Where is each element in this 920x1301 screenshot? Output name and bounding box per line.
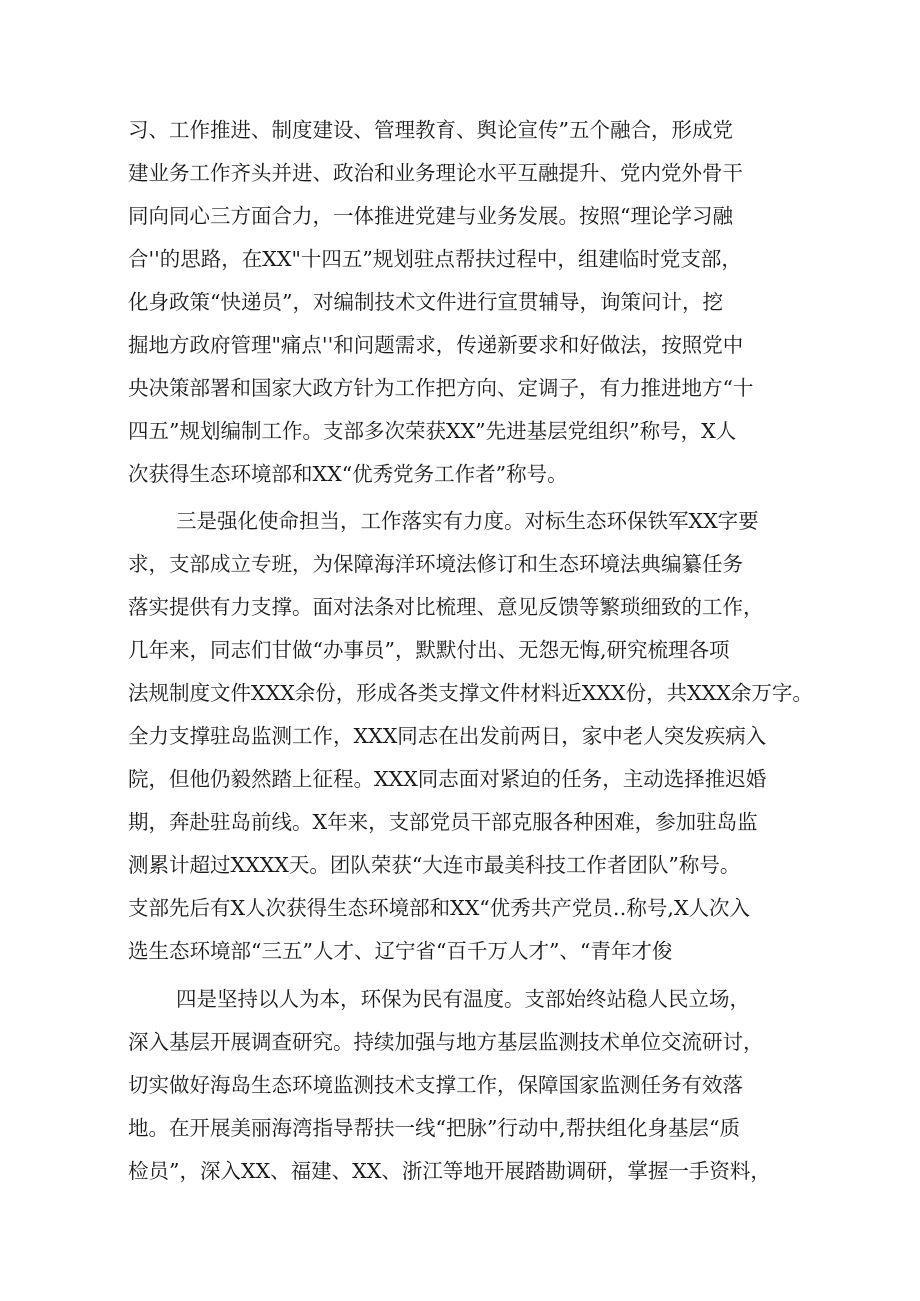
line-text: 三是强化使命担当，工作落实有力度。对标生态环保铁军XX字要: [176, 509, 759, 533]
line-text: 求，支部成立专班，为保障海洋环境法修订和生态环境法典编纂任务: [128, 552, 743, 576]
line-text: 检员”，深入XX、福建、XX、浙江等地开展踏勘调研，掌握一手资料，: [128, 1159, 771, 1183]
text-line-3: [0, 196, 920, 236]
text-line-8: [0, 411, 920, 451]
text-line-24: [0, 1108, 920, 1148]
text-line-2: [0, 153, 920, 193]
text-line-16: [0, 759, 920, 799]
line-text: 法规制度文件XXX余份，形成各类支撑文件材料近XXX份，共XXX余万字。: [128, 681, 813, 705]
text-line-22: [0, 1022, 920, 1062]
paragraph-4-first-line: [0, 979, 920, 1019]
text-line-23: [0, 1065, 920, 1105]
paragraph-3-first-line: [0, 501, 920, 541]
text-line-25: [0, 1151, 920, 1191]
text-line-17: [0, 802, 920, 842]
text-line-18: [0, 845, 920, 885]
line-text: 落实提供有力支撑。面对法条对比梳理、意见反馈等繁琐细致的工作，: [128, 595, 764, 619]
text-line-15: [0, 716, 920, 756]
text-line-4: [0, 239, 920, 279]
text-line-9: [0, 454, 920, 494]
line-text: 几年来，同志们甘做“办事员”，默默付出、无怨无悔,研究梳理各项: [128, 638, 730, 662]
line-text: 全力支撑驻岛监测工作，XXX同志在出发前两日，家中老人突发疾病入: [128, 724, 767, 748]
text-line-1: [0, 110, 920, 150]
line-text: 央决策部署和国家大政方针为工作把方向、定调子，有力推进地方“十: [128, 376, 754, 400]
line-text: 切实做好海岛生态环境监测技术支撑工作，保障国家监测任务有效落: [128, 1073, 743, 1097]
line-text: 次获得生态环境部和XX“优秀党务工作者”称号。: [128, 462, 568, 486]
line-text: 深入基层开展调查研究。持续加强与地方基层监测技术单位交流研讨，: [128, 1030, 764, 1054]
line-text: 四是坚持以人为本，环保为民有温度。支部始终站稳人民立场，: [176, 987, 750, 1011]
text-line-14: [0, 673, 920, 713]
line-text: 化身政策“快递员”，对编制技术文件进行宣贯辅导，询策问计，挖: [128, 290, 723, 314]
line-text: 测累计超过XXXX天。团队荣获“大连市最美科技工作者团队”称号。: [128, 853, 741, 877]
line-text: 同向同心三方面合力，一体推进党建与业务发展。按照“理论学习融: [128, 204, 733, 228]
line-text: 习、工作推进、制度建设、管理教育、舆论宣传”五个融合，形成党: [128, 118, 733, 142]
line-text: 掘地方政府管理"痛点''和问题需求，传递新要求和好做法，按照党中: [128, 333, 744, 357]
text-line-6: [0, 325, 920, 365]
line-text: 院，但他仍毅然踏上征程。XXX同志面对紧迫的任务，主动选择推迟婚: [128, 767, 767, 791]
text-line-7: [0, 368, 920, 408]
line-text: 选生态环境部“三五”人才、辽宁省“百千万人才”、“青年才俊: [128, 939, 673, 963]
text-line-19: [0, 888, 920, 928]
text-line-13: [0, 630, 920, 670]
line-text: 合''的思路，在XX"十四五”规划驻点帮扶过程中，组建临时党支部，: [128, 247, 742, 271]
text-line-20: [0, 931, 920, 971]
line-text: 期，奔赴驻岛前线。X年来，支部党员干部克服各种困难，参加驻岛监: [128, 810, 758, 834]
text-line-11: [0, 544, 920, 584]
text-line-12: [0, 587, 920, 627]
line-text: 建业务工作齐头并进、政治和业务理论水平互融提升、党内党外骨干: [128, 161, 743, 185]
line-text: 地。在开展美丽海湾指导帮扶一线“把脉”行动中,帮扶组化身基层“质: [128, 1116, 740, 1140]
line-text: 支部先后有X人次获得生态环境部和XX“优秀共产党员‥称号,X人次入: [128, 896, 751, 920]
text-line-5: [0, 282, 920, 322]
line-text: 四五”规划编制工作。支部多次荣获XX”先进基层党组织”称号，X人: [128, 419, 737, 443]
